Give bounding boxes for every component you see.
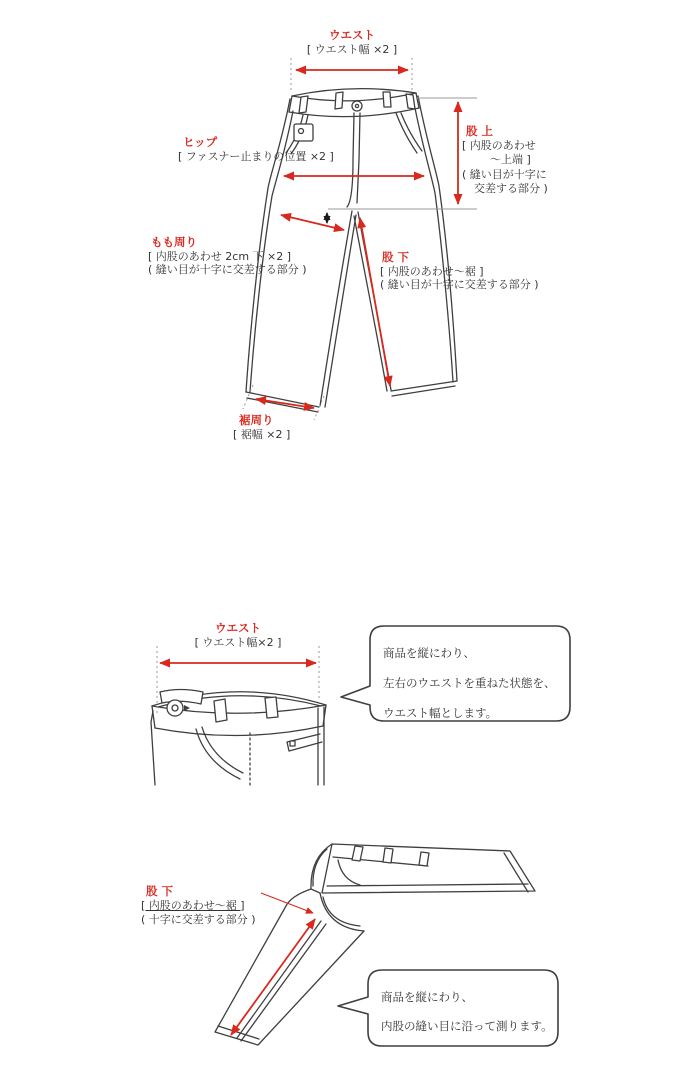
hip-formula: [ ファスナー止まりの位置 ×2 ] xyxy=(178,149,334,163)
inseam-detail-label: 股 下 xyxy=(146,884,174,898)
hem-label: 裾周り xyxy=(239,413,274,427)
inseam-detail-note: ( 十字に交差する部分 ) xyxy=(141,913,256,926)
inseam-label-block xyxy=(380,251,539,292)
hip-label-block xyxy=(178,136,334,163)
hem-formula: [ 裾幅 ×2 ] xyxy=(233,427,291,441)
thigh-label-block xyxy=(148,236,307,277)
hem-label-block xyxy=(233,414,290,441)
hip-label: ヒップ xyxy=(183,135,218,149)
inseam-bubble-text xyxy=(381,983,553,1041)
rise-formula-line2: 〜上端 ] xyxy=(490,153,531,166)
inseam-detail-label-block xyxy=(141,884,256,928)
thigh-note: ( 縫い目が十字に交差する部分 ) xyxy=(148,263,307,276)
rise-formula-line1: [ 内股のあわせ xyxy=(462,138,536,152)
inseam-leader-line xyxy=(261,893,313,913)
waist-formula: [ ウエスト幅 ×2 ] xyxy=(306,42,398,56)
inseam-formula: [ 内股のあわせ〜裾 ] xyxy=(380,264,484,278)
rise-note-line1: ( 縫い目が十字に xyxy=(462,167,547,181)
waist-bubble-line-3: ウエスト幅とします。 xyxy=(383,706,498,720)
waist-bubble-text xyxy=(383,638,556,728)
inseam-bubble-line-2: 内股の縫い目に沿って測ります。 xyxy=(381,1019,553,1033)
thigh-formula: [ 内股のあわせ 2cm 下 ×2 ] xyxy=(148,249,292,263)
rise-note-line2: 交差する部分 ) xyxy=(474,182,548,195)
waist-detail-formula: [ ウエスト幅×2 ] xyxy=(194,635,282,649)
waist-bubble-line-2: 左右のウエストを重ねた状態を、 xyxy=(383,676,556,690)
waist-label-block xyxy=(292,29,412,56)
inseam-detail-formula: [ 内股のあわせ〜裾 ] xyxy=(141,898,245,912)
inseam-bubble-line-1: 商品を縦にわり、 xyxy=(381,990,473,1004)
waist-detail-label-block xyxy=(172,622,304,649)
waistband-sketch xyxy=(151,690,326,786)
inseam-note: ( 縫い目が十字に交差する部分 ) xyxy=(380,278,539,291)
waist-detail-label: ウエスト xyxy=(215,621,261,635)
inseam-arrow-detail xyxy=(231,919,315,1035)
rise-label-block xyxy=(462,124,548,197)
waist-bubble-line-1: 商品を縦にわり、 xyxy=(383,646,475,660)
thigh-label: もも周り xyxy=(151,235,197,249)
thigh-arrow xyxy=(281,215,344,230)
inseam-arrow xyxy=(360,218,390,386)
waist-label: ウエスト xyxy=(329,28,375,42)
inseam-label: 股 下 xyxy=(382,250,410,264)
rise-label: 股 上 xyxy=(466,124,494,138)
